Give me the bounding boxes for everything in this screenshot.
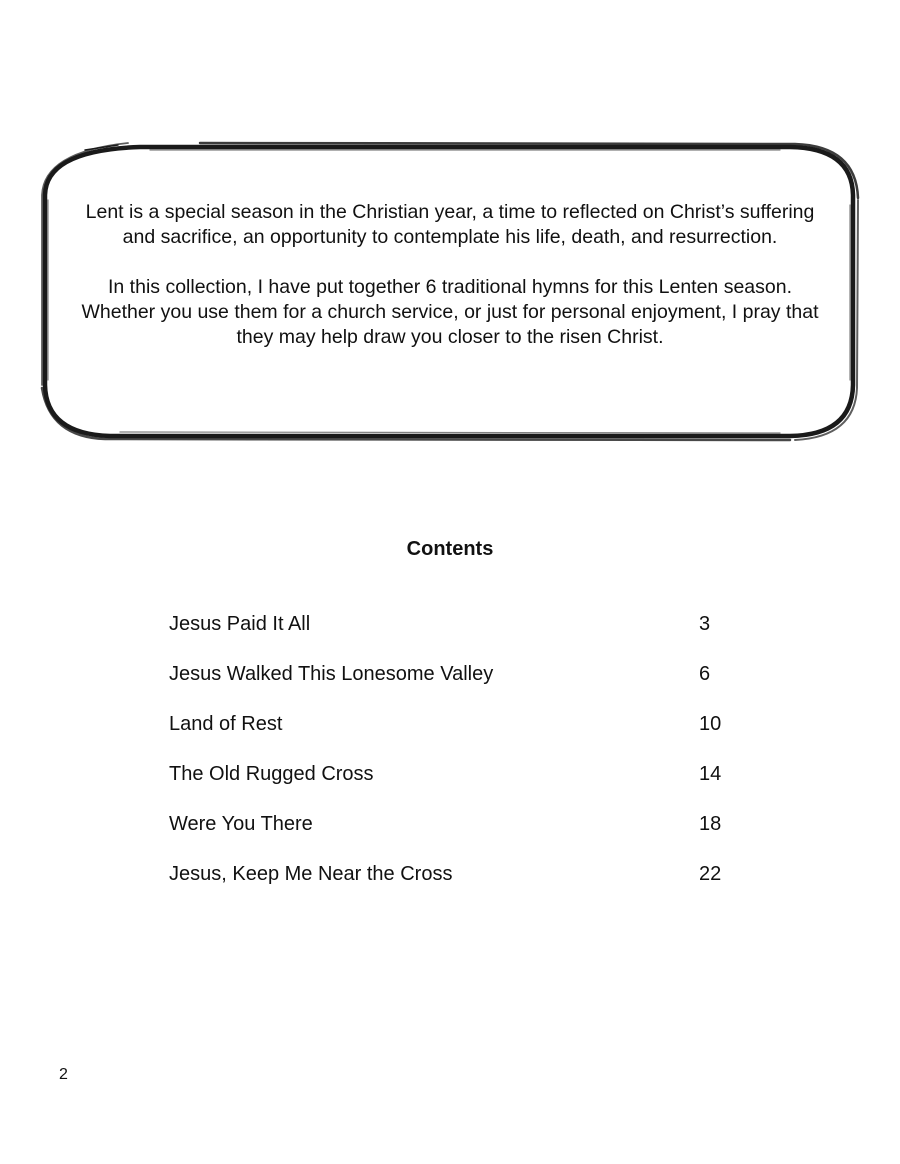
toc-entry-page: 18 <box>699 813 722 835</box>
toc-entry-page: 22 <box>699 863 722 885</box>
toc-entry-jesus-keep-me-near-the-cross <box>169 860 769 910</box>
intro-text-box <box>72 200 828 350</box>
toc-entry-were-you-there <box>169 810 769 860</box>
toc-entry-title: Land of Rest <box>169 713 283 735</box>
frame-stroke-rough-top <box>200 143 858 198</box>
toc-entry-land-of-rest <box>169 710 769 760</box>
toc-entry-title: The Old Rugged Cross <box>169 763 374 785</box>
toc-entry-jesus-walked-this-lonesome-valley <box>169 660 769 710</box>
contents-heading: Contents <box>406 538 494 560</box>
frame-stroke-rough-bottom <box>42 388 790 440</box>
toc-entry-title: Jesus Paid It All <box>169 613 311 635</box>
page-number: 2 <box>59 1066 68 1083</box>
table-of-contents <box>169 610 769 910</box>
toc-entry-title: Jesus Walked This Lonesome Valley <box>169 663 494 685</box>
toc-entry-jesus-paid-it-all <box>169 610 769 660</box>
toc-entry-page: 3 <box>699 613 711 635</box>
toc-entry-page: 6 <box>699 663 711 685</box>
toc-entry-the-old-rugged-cross <box>169 760 769 810</box>
toc-entry-page: 14 <box>699 763 722 785</box>
intro-paragraph-2: In this collection, I have put together 6 traditional hymns for this Lenten season. Whether you use them for a church service, or just for personal enjoyment, I pray that they may help draw you closer to the risen Christ. <box>81 276 819 348</box>
toc-entry-title: Were You There <box>169 813 313 835</box>
frame-stroke-dash-1 <box>85 145 118 150</box>
intro-paragraph-1: Lent is a special season in the Christian year, a time to reflected on Christ’s suffering and sacrifice, an opportunity to contemplate his life, death, and resurrection. <box>85 201 815 248</box>
toc-entry-page: 10 <box>699 713 722 735</box>
toc-entry-title: Jesus, Keep Me Near the Cross <box>169 863 453 885</box>
